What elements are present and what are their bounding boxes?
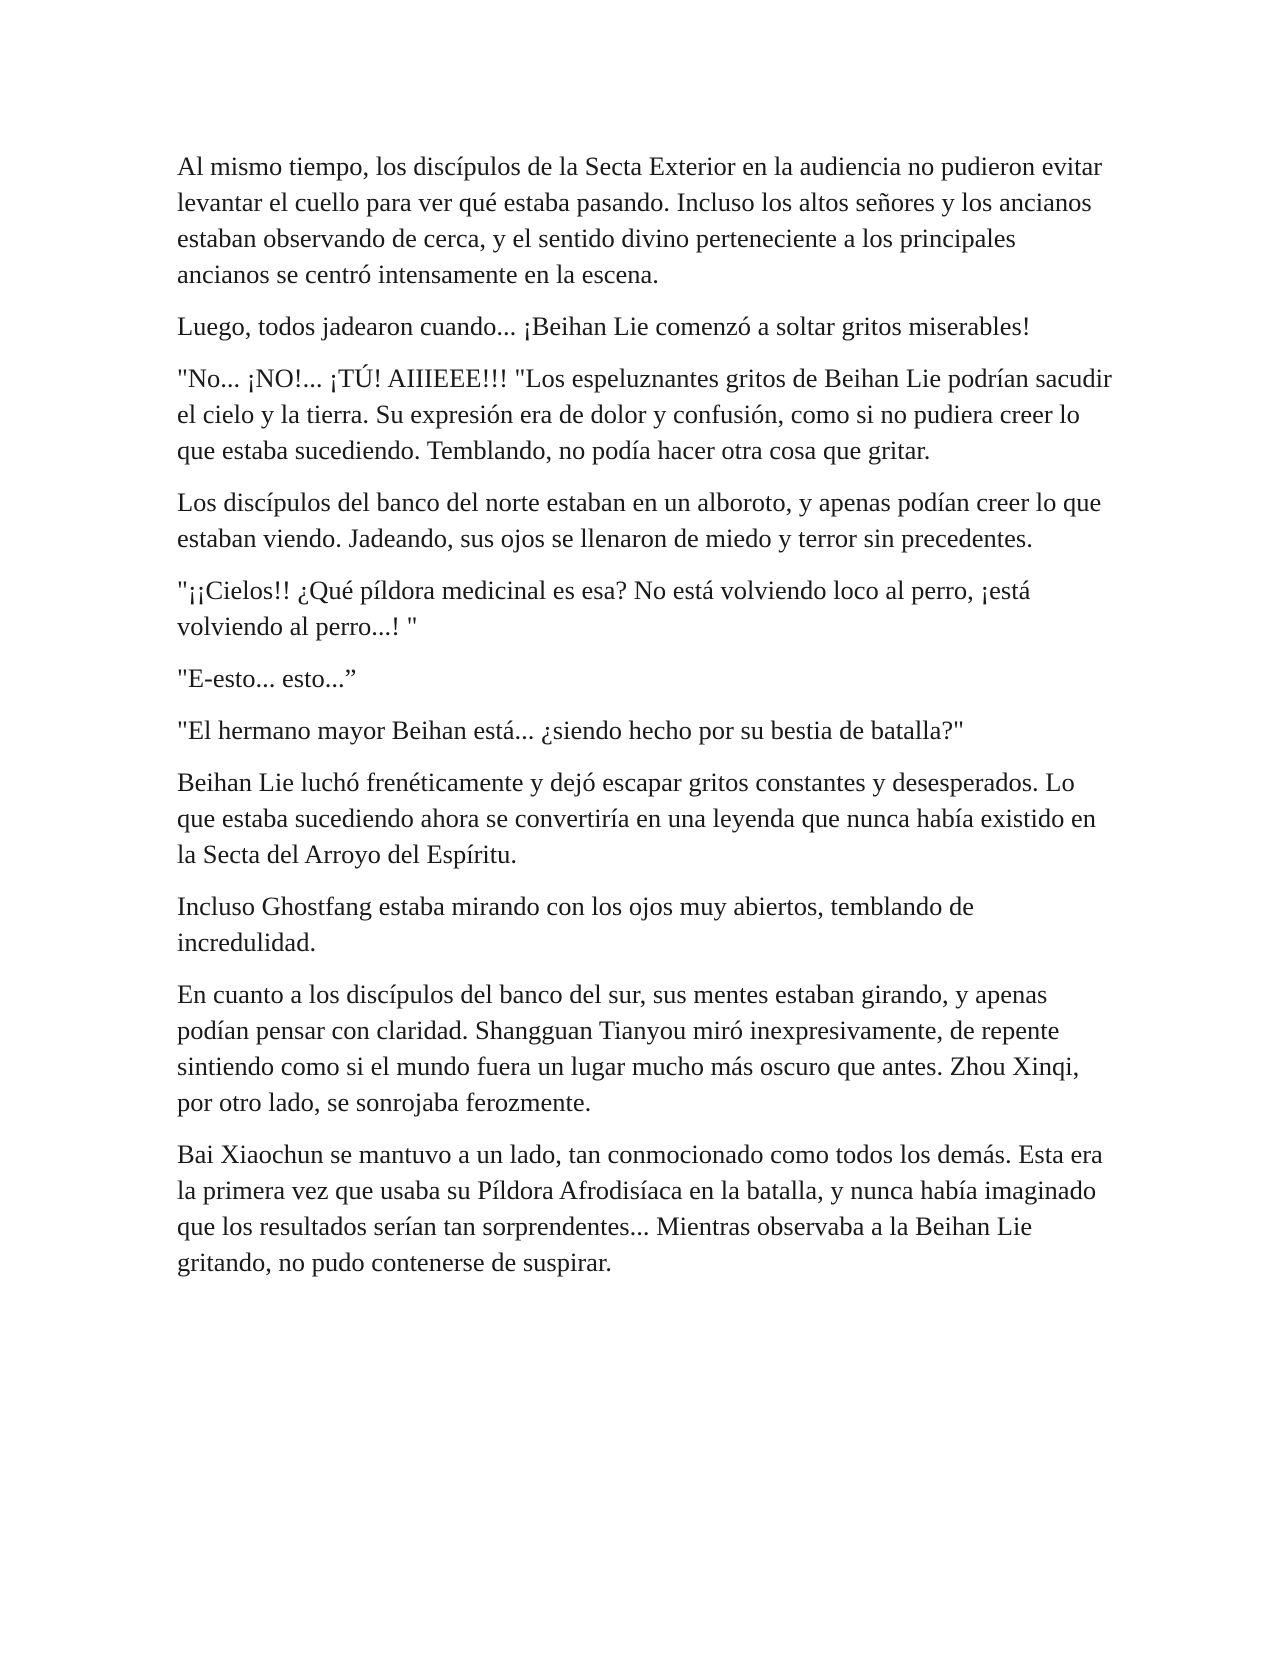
paragraph-7: "El hermano mayor Beihan está... ¿siendo hecho por su bestia de batalla?" (177, 715, 964, 745)
paragraph-3: "No... ¡NO!... ¡TÚ! AIIIEEE!!! "Los espeluznantes gritos de Beihan Lie podrían sacudir el cielo y la tierra. Su expresión era de dolor y confusión, como si no pudiera creer lo que estaba sucediendo. Temblando, no podía hacer otra cosa que gritar. (177, 363, 1112, 465)
paragraph-2: Luego, todos jadearon cuando... ¡Beihan Lie comenzó a soltar gritos miserables! (177, 311, 1031, 341)
paragraph-8: Beihan Lie luchó frenéticamente y dejó escapar gritos constantes y desesperados. Lo que estaba sucediendo ahora se convertiría en una leyenda que nunca había existido en la Secta del Arroyo del Espíritu. (177, 767, 1097, 869)
paragraph-4: Los discípulos del banco del norte estaban en un alboroto, y apenas podían creer lo que estaban viendo. Jadeando, sus ojos se llenaron de miedo y terror sin precedentes. (177, 487, 1102, 553)
paragraph-9: Incluso Ghostfang estaba mirando con los ojos muy abiertos, temblando de incredulidad. (177, 891, 975, 957)
paragraph-6: "E-esto... esto...” (177, 663, 357, 693)
paragraph-1: Al mismo tiempo, los discípulos de la Secta Exterior en la audiencia no pudieron evitar levantar el cuello para ver qué estaba pasando. Incluso los altos señores y los ancianos estaban observando de cerca, y el sentido divino perteneciente a los principales ancianos se centró intensamente en la escena. (177, 151, 1103, 289)
paragraph-5: "¡¡Cielos!! ¿Qué píldora medicinal es esa? No está volviendo loco al perro, ¡está volviendo al perro...! " (177, 575, 1031, 641)
document-body (177, 148, 1112, 1296)
paragraph-10: En cuanto a los discípulos del banco del sur, sus mentes estaban girando, y apenas podían pensar con claridad. Shangguan Tianyou miró inexpresivamente, de repente sintiendo como si el mundo fuera un lugar mucho más oscuro que antes. Zhou Xinqi, por otro lado, se sonrojaba ferozmente. (177, 979, 1080, 1117)
paragraph-11: Bai Xiaochun se mantuvo a un lado, tan conmocionado como todos los demás. Esta era la primera vez que usaba su Píldora Afrodisíaca en la batalla, y nunca había imaginado que los resultados serían tan sorprendentes... Mientras observaba a la Beihan Lie gritando, no pudo contenerse de suspirar. (177, 1139, 1103, 1277)
